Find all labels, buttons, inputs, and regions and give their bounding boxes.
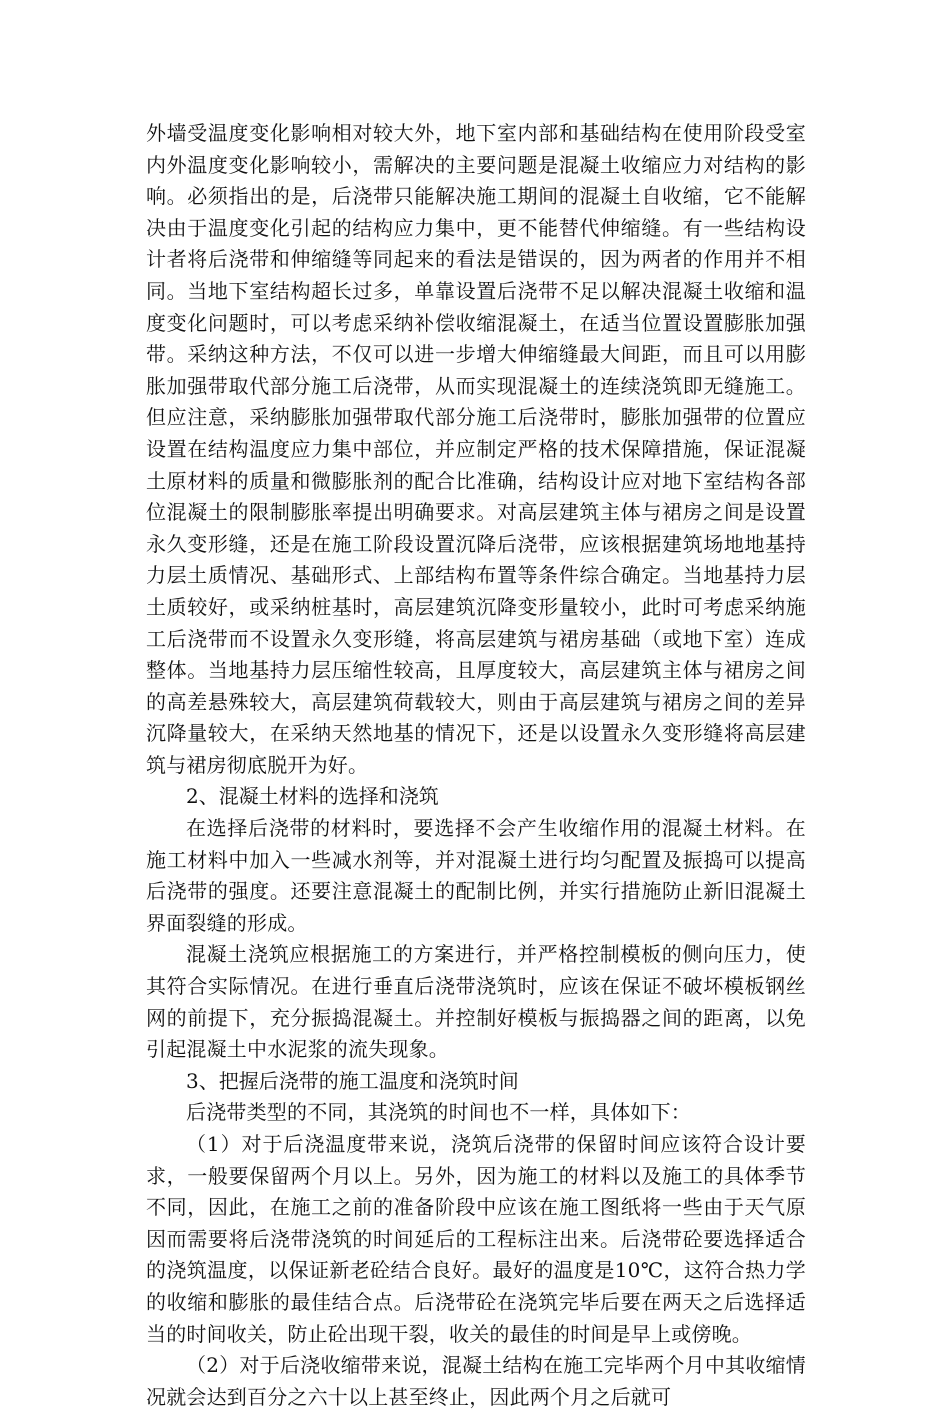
document-page <box>146 118 806 1413</box>
section-heading: 2、混凝土材料的选择和浇筑 <box>186 784 439 809</box>
body-paragraph: 在选择后浇带的材料时，要选择不会产生收缩作用的混凝土材料。在施工材料中加入一些减水剂等，并对混凝土进行均匀配置及振捣可以提高后浇带的强度。还要注意混凝土的配制比例，并实行措施防止新旧混凝土界面裂缝的形成。 <box>146 816 806 935</box>
body-paragraph: （2）对于后浇收缩带来说，混凝土结构在施工完毕两个月中其收缩情况就会达到百分之六十以上甚至终止，因此两个月之后就可 <box>146 1353 806 1409</box>
body-paragraph: 混凝土浇筑应根据施工的方案进行，并严格控制模板的侧向压力，使其符合实际情况。在进行垂直后浇带浇筑时，应该在保证不破坏模板钢丝网的前提下，充分振捣混凝土。并控制好模板与振捣器之间的距离，以免引起混凝土中水泥浆的流失现象。 <box>146 942 806 1062</box>
body-paragraph: （1）对于后浇温度带来说，浇筑后浇带的保留时间应该符合设计要求，一般要保留两个月以上。另外，因为施工的材料以及施工的具体季节不同，因此，在施工之前的准备阶段中应该在施工图纸将一些由于天气原因而需要将后浇带浇筑的时间延后的工程标注出来。后浇带砼要选择适合的浇筑温度，以保证新老砼结合良好。最好的温度是10℃，这符合热力学的收缩和膨胀的最佳结合点。后浇带砼在浇筑完毕后要在两天之后选择适当的时间收关，防止砼出现干裂，收关的最佳的时间是早上或傍晚。 <box>146 1132 806 1346</box>
body-paragraph: 后浇带类型的不同，其浇筑的时间也不一样，具体如下： <box>186 1100 691 1125</box>
body-paragraph: 外墙受温度变化影响相对较大外，地下室内部和基础结构在使用阶段受室内外温度变化影响较小，需解决的主要问题是混凝土收缩应力对结构的影响。必须指出的是，后浇带只能解决施工期间的混凝土自收缩，它不能解决由于温度变化引起的结构应力集中，更不能替代伸缩缝。有一些结构设计者将后浇带和伸缩缝等同起来的看法是错误的，因为两者的作用并不相同。当地下室结构超长过多，单靠设置后浇带不足以解决混凝土收缩和温度变化问题时，可以考虑采纳补偿收缩混凝土，在适当位置设置膨胀加强带。采纳这种方法，不仅可以进一步增大伸缩缝最大间距，而且可以用膨胀加强带取代部分施工后浇带，从而实现混凝土的连续浇筑即无缝施工。但应注意，采纳膨胀加强带取代部分施工后浇带时，膨胀加强带的位置应设置在结构温度应力集中部位，并应制定严格的技术保障措施，保证混凝土原材料的质量和微膨胀剂的配合比准确，结构设计应对地下室结构各部位混凝土的限制膨胀率提出明确要求。对高层建筑主体与裙房之间是设置永久变形缝，还是在施工阶段设置沉降后浇带，应该根据建筑场地地基持力层土质情况、基础形式、上部结构布置等条件综合确定。当地基持力层土质较好，或采纳桩基时，高层建筑沉降变形量较小，此时可考虑采纳施工后浇带而不设置永久变形缝，将高层建筑与裙房基础（或地下室）连成整体。当地基持力层压缩性较高，且厚度较大，高层建筑主体与裙房之间的高差悬殊较大，高层建筑荷载较大，则由于高层建筑与裙房之间的差异沉降量较大，在采纳天然地基的情况下，还是以设置永久变形缝将高层建筑与裙房彻底脱开为好。 <box>146 121 806 777</box>
section-heading: 3、把握后浇带的施工温度和浇筑时间 <box>186 1068 519 1093</box>
